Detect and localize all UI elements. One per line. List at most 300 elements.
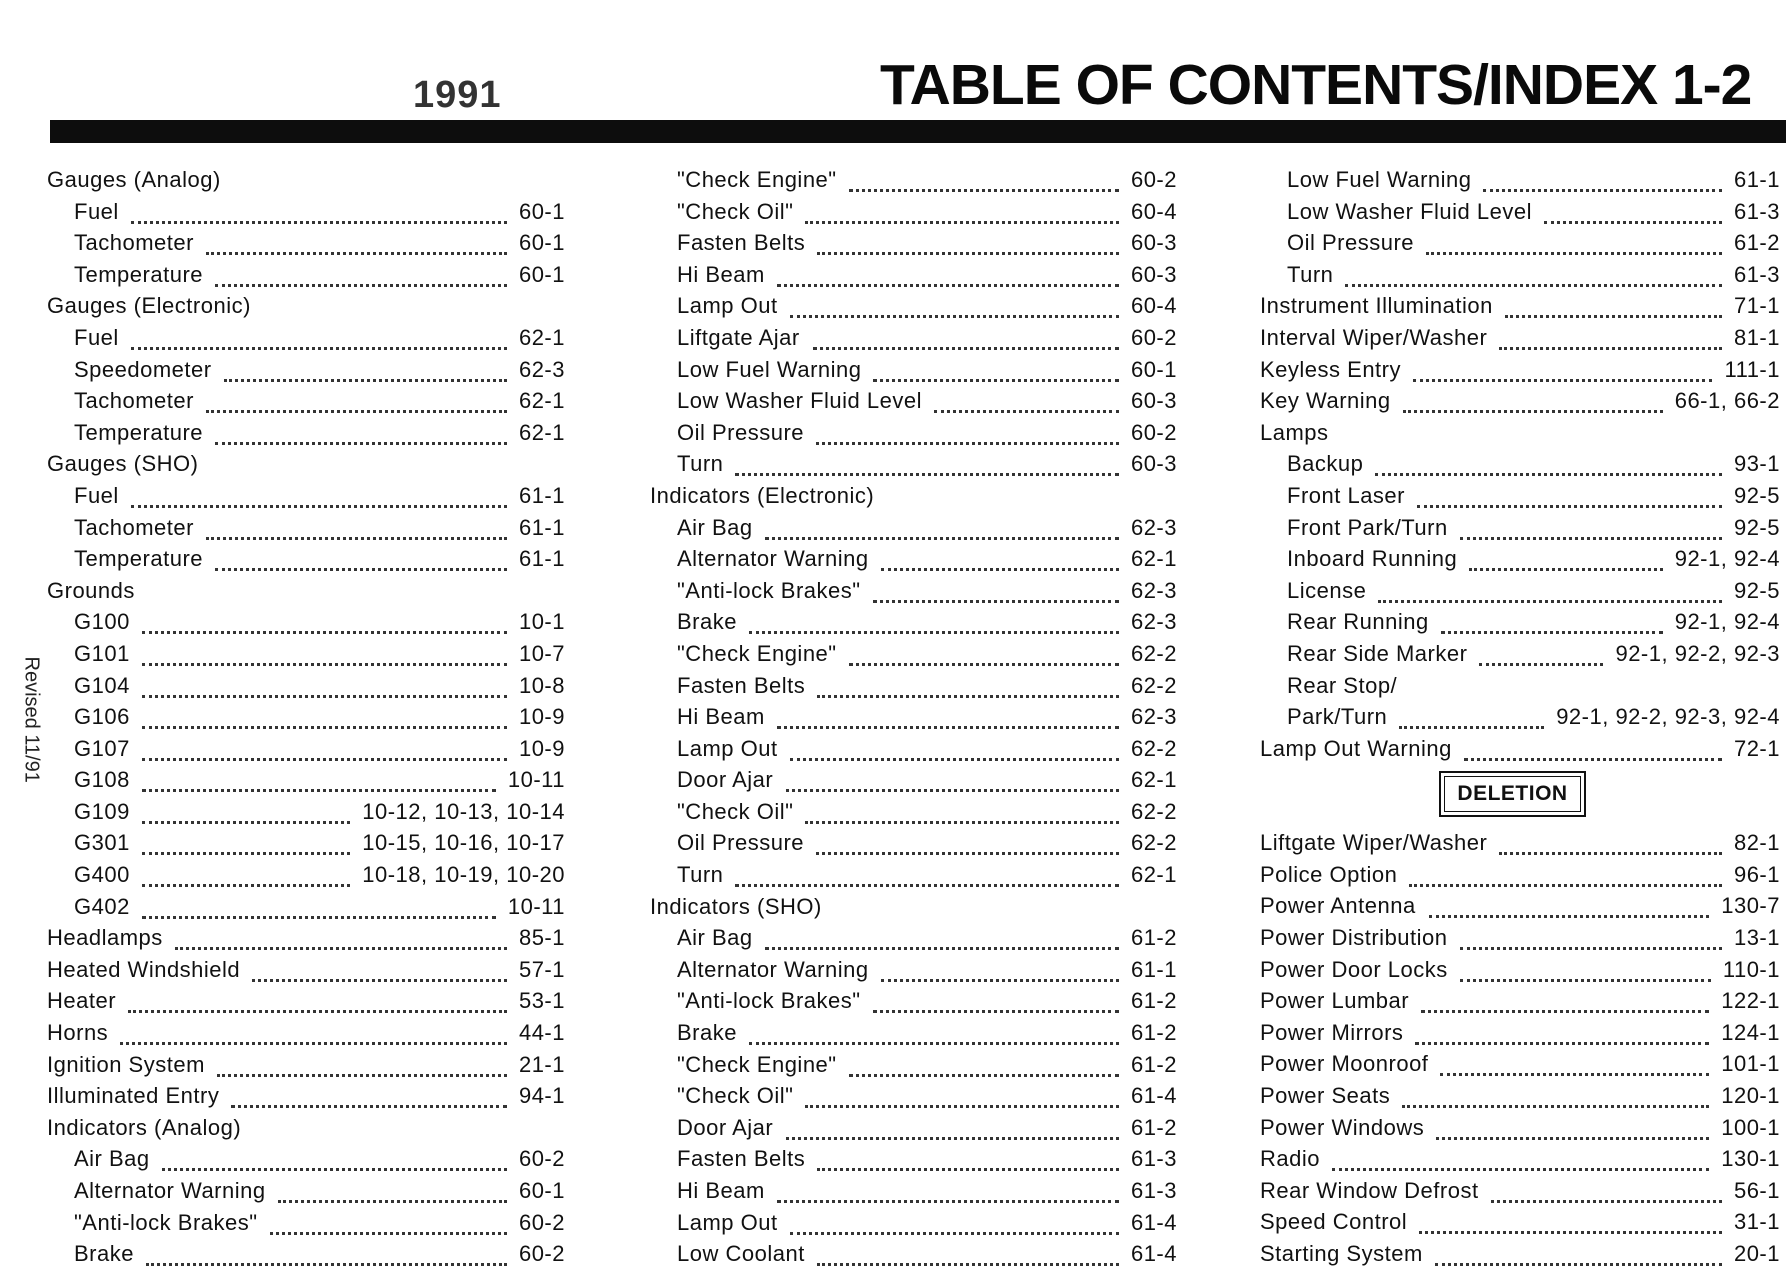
index-entry xyxy=(1260,512,1780,544)
entry-label: Speed Control xyxy=(1260,1209,1408,1235)
entry-page-ref: 60-3 xyxy=(1130,261,1177,287)
dot-leader xyxy=(1403,402,1663,413)
dot-leader xyxy=(777,1192,1119,1203)
entry-page-ref: 62-1 xyxy=(1130,862,1177,888)
entry-label: Lamp Out xyxy=(677,293,778,319)
entry-label: Fasten Belts xyxy=(677,230,806,256)
entry-label: Fasten Belts xyxy=(677,672,806,698)
entry-page-ref: 122-1 xyxy=(1721,988,1780,1014)
index-entry xyxy=(650,385,1177,417)
index-entry xyxy=(47,1238,565,1270)
entry-page-ref: 101-1 xyxy=(1721,1051,1780,1077)
entry-label: Lamp Out xyxy=(677,1209,778,1235)
dot-leader xyxy=(231,1097,507,1108)
index-entry xyxy=(650,670,1177,702)
index-entry xyxy=(1260,385,1780,417)
index-entry xyxy=(1260,859,1780,891)
dot-leader xyxy=(1426,244,1722,255)
document-year: 1991 xyxy=(413,74,502,116)
index-entry xyxy=(650,322,1177,354)
entry-page-ref: 60-4 xyxy=(1130,198,1177,224)
index-entry xyxy=(47,543,565,575)
index-entry xyxy=(1260,922,1780,954)
index-entry xyxy=(47,1143,565,1175)
index-heading xyxy=(47,164,565,196)
entry-label: Illuminated Entry xyxy=(47,1083,220,1109)
index-heading xyxy=(47,448,565,480)
entry-page-ref: 61-2 xyxy=(1130,925,1177,951)
dot-leader xyxy=(224,371,507,382)
entry-label: G100 xyxy=(74,609,130,635)
index-entry xyxy=(47,1017,565,1049)
index-entry xyxy=(1260,638,1780,670)
dot-leader xyxy=(735,876,1119,887)
entry-label: Alternator Warning xyxy=(74,1178,266,1203)
entry-label: "Check Oil" xyxy=(677,798,794,824)
index-entry xyxy=(650,1112,1177,1144)
index-entry xyxy=(650,701,1177,733)
entry-page-ref: 100-1 xyxy=(1721,1114,1780,1140)
dot-leader xyxy=(1469,560,1663,571)
entry-page-ref: 61-1 xyxy=(518,482,565,508)
entry-page-ref: 10-8 xyxy=(518,672,565,698)
dot-leader xyxy=(1499,339,1722,350)
index-entry xyxy=(47,859,565,891)
entry-page-ref: 60-2 xyxy=(1130,324,1177,350)
dot-leader xyxy=(816,844,1119,855)
entry-page-ref: 21-1 xyxy=(518,1051,565,1077)
dot-leader xyxy=(817,1255,1119,1266)
entry-label: Alternator Warning xyxy=(677,956,869,982)
entry-label: "Anti-lock Brakes" xyxy=(677,577,861,603)
entry-label: Temperature xyxy=(74,546,204,572)
entry-label: Tachometer xyxy=(74,388,194,414)
index-entry xyxy=(650,796,1177,828)
dot-leader xyxy=(805,213,1118,224)
entry-page-ref: 61-3 xyxy=(1733,261,1780,287)
index-entry xyxy=(1260,606,1780,638)
dot-leader xyxy=(215,434,507,445)
entry-label: Power Mirrors xyxy=(1260,1019,1404,1045)
entry-page-ref: 62-1 xyxy=(518,419,565,445)
entry-page-ref: 60-2 xyxy=(1130,419,1177,445)
index-entry xyxy=(650,543,1177,575)
entry-page-ref: 94-1 xyxy=(518,1083,565,1109)
dot-leader xyxy=(813,339,1119,350)
entry-page-ref: 61-4 xyxy=(1130,1083,1177,1109)
index-entry xyxy=(47,827,565,859)
index-entry xyxy=(47,196,565,228)
index-entry xyxy=(47,417,565,449)
dot-leader xyxy=(786,1129,1119,1140)
index-entry xyxy=(650,448,1177,480)
entry-label: "Check Engine" xyxy=(677,640,837,666)
entry-page-ref: 61-2 xyxy=(1130,1114,1177,1140)
index-heading xyxy=(1260,670,1780,702)
dot-leader xyxy=(142,781,496,792)
entry-label: Low Coolant xyxy=(677,1241,805,1267)
dot-leader xyxy=(120,1034,507,1045)
deletion-label: DELETION xyxy=(1457,782,1568,806)
entry-page-ref: 62-1 xyxy=(1130,767,1177,793)
index-entry xyxy=(1260,543,1780,575)
dot-leader xyxy=(1413,371,1713,382)
index-entry xyxy=(1260,448,1780,480)
entry-page-ref: 62-2 xyxy=(1130,672,1177,698)
index-entry xyxy=(650,227,1177,259)
entry-label: Indicators (Electronic) xyxy=(650,482,875,508)
index-entry xyxy=(47,1049,565,1081)
dot-leader xyxy=(1332,1160,1709,1171)
entry-label: Low Washer Fluid Level xyxy=(1287,198,1532,224)
entry-page-ref: 61-1 xyxy=(1733,167,1780,192)
entry-page-ref: 60-3 xyxy=(1130,451,1177,477)
entry-label: Keyless Entry xyxy=(1260,356,1401,382)
entry-label: Brake xyxy=(677,1020,737,1046)
dot-leader xyxy=(1483,181,1721,192)
index-entry xyxy=(1260,890,1780,922)
entry-label: Gauges (Analog) xyxy=(47,167,221,192)
index-entry xyxy=(1260,196,1780,228)
index-entry xyxy=(650,827,1177,859)
dot-leader xyxy=(142,908,496,919)
dot-leader xyxy=(1440,1065,1709,1076)
entry-label: Ignition System xyxy=(47,1051,205,1077)
dot-leader xyxy=(1460,529,1722,540)
dot-leader xyxy=(131,497,507,508)
entry-page-ref: 72-1 xyxy=(1733,735,1780,761)
dot-leader xyxy=(934,402,1119,413)
dot-leader xyxy=(873,592,1119,603)
dot-leader xyxy=(131,339,507,350)
dot-leader xyxy=(1378,592,1722,603)
entry-label: Door Ajar xyxy=(677,1114,774,1140)
index-entry xyxy=(47,670,565,702)
index-entry xyxy=(650,606,1177,638)
index-entry xyxy=(47,764,565,796)
entry-label: Power Distribution xyxy=(1260,925,1448,951)
entry-label: G301 xyxy=(74,830,130,856)
dot-leader xyxy=(805,813,1118,824)
index-entry xyxy=(47,796,565,828)
entry-label: Speedometer xyxy=(74,356,212,382)
entry-label: Low Washer Fluid Level xyxy=(677,388,922,414)
dot-leader xyxy=(1464,750,1722,761)
dot-leader xyxy=(142,623,507,634)
entry-page-ref: 81-1 xyxy=(1733,324,1780,350)
entry-page-ref: 31-1 xyxy=(1733,1209,1780,1235)
entry-label: Oil Pressure xyxy=(677,419,805,445)
entry-page-ref: 13-1 xyxy=(1733,925,1780,951)
entry-label: Instrument Illumination xyxy=(1260,293,1493,319)
dot-leader xyxy=(142,718,507,729)
entry-page-ref: 62-2 xyxy=(1130,830,1177,856)
entry-page-ref: 62-3 xyxy=(518,356,565,382)
entry-label: Low Fuel Warning xyxy=(1287,167,1472,192)
dot-leader xyxy=(142,876,350,887)
dot-leader xyxy=(790,750,1119,761)
index-entry xyxy=(650,417,1177,449)
entry-label: Indicators (SHO) xyxy=(650,893,822,919)
dot-leader xyxy=(1436,1129,1709,1140)
dot-leader xyxy=(790,307,1119,318)
entry-page-ref: 10-11 xyxy=(507,893,565,919)
index-entry xyxy=(1260,827,1780,859)
entry-page-ref: 92-5 xyxy=(1733,514,1780,540)
index-entry xyxy=(1260,227,1780,259)
entry-label: "Check Engine" xyxy=(677,167,837,192)
index-entry xyxy=(650,1207,1177,1239)
dot-leader xyxy=(1409,876,1722,887)
entry-page-ref: 60-3 xyxy=(1130,388,1177,414)
entry-label: Radio xyxy=(1260,1146,1320,1172)
dot-leader xyxy=(215,276,507,287)
index-entry xyxy=(47,227,565,259)
index-heading xyxy=(1260,417,1780,449)
entry-label: Backup xyxy=(1287,451,1364,477)
index-entry xyxy=(47,922,565,954)
entry-label: Starting System xyxy=(1260,1241,1423,1266)
dot-leader xyxy=(215,560,507,571)
dot-leader xyxy=(1429,907,1709,918)
dot-leader xyxy=(1415,1034,1709,1045)
entry-page-ref: 61-2 xyxy=(1130,1051,1177,1077)
entry-page-ref: 110-1 xyxy=(1722,956,1780,982)
entry-label: Power Moonroof xyxy=(1260,1051,1429,1077)
dot-leader xyxy=(805,1097,1118,1108)
entry-page-ref: 60-2 xyxy=(518,1146,565,1172)
index-entry xyxy=(650,1017,1177,1049)
entry-page-ref: 10-9 xyxy=(518,704,565,730)
entry-label: Brake xyxy=(74,1241,134,1267)
entry-page-ref: 56-1 xyxy=(1733,1177,1780,1203)
entry-page-ref: 10-9 xyxy=(518,735,565,761)
entry-label: G101 xyxy=(74,640,130,666)
index-entry xyxy=(650,354,1177,386)
entry-label: Headlamps xyxy=(47,925,163,951)
dot-leader xyxy=(1375,465,1722,476)
dot-leader xyxy=(873,371,1118,382)
entry-label: Tachometer xyxy=(74,230,194,256)
entry-label: Tachometer xyxy=(74,514,194,540)
index-entry xyxy=(1260,575,1780,607)
dot-leader xyxy=(1505,307,1722,318)
entry-page-ref: 96-1 xyxy=(1733,861,1780,887)
dot-leader xyxy=(1435,1255,1722,1266)
entry-label: G108 xyxy=(74,767,130,793)
index-entry xyxy=(1260,1017,1780,1049)
index-entry xyxy=(650,575,1177,607)
entry-page-ref: 60-1 xyxy=(1130,356,1177,382)
index-entry xyxy=(650,512,1177,544)
index-entry xyxy=(1260,164,1780,196)
index-entry xyxy=(47,259,565,291)
dot-leader xyxy=(278,1192,507,1203)
dot-leader xyxy=(849,181,1119,192)
entry-page-ref: 20-1 xyxy=(1733,1241,1780,1266)
entry-label: Interval Wiper/Washer xyxy=(1260,324,1488,350)
dot-leader xyxy=(881,971,1119,982)
entry-label: Grounds xyxy=(47,577,135,603)
dot-leader xyxy=(1345,276,1722,287)
dot-leader xyxy=(162,1160,507,1171)
entry-page-ref: 62-3 xyxy=(1130,704,1177,730)
header-divider-bar xyxy=(50,120,1786,143)
dot-leader xyxy=(131,213,507,224)
dot-leader xyxy=(252,971,507,982)
index-entry xyxy=(47,354,565,386)
entry-page-ref: 85-1 xyxy=(518,925,565,951)
entry-label: Air Bag xyxy=(677,514,753,540)
dot-leader xyxy=(816,434,1119,445)
index-entry xyxy=(650,290,1177,322)
entry-label: Indicators (Analog) xyxy=(47,1114,242,1140)
index-entry xyxy=(1260,322,1780,354)
entry-label: Power Lumbar xyxy=(1260,988,1410,1014)
index-entry xyxy=(650,922,1177,954)
revision-note: Revised 11/91 xyxy=(20,656,43,783)
index-entry xyxy=(1260,701,1780,733)
index-entry xyxy=(1260,985,1780,1017)
entry-page-ref: 61-2 xyxy=(1130,988,1177,1014)
index-entry xyxy=(650,764,1177,796)
entry-label: Gauges (SHO) xyxy=(47,451,199,477)
index-entry xyxy=(1260,354,1780,386)
entry-page-ref: 60-4 xyxy=(1130,293,1177,319)
entry-label: "Anti-lock Brakes" xyxy=(677,988,861,1014)
dot-leader xyxy=(217,1066,507,1077)
entry-label: Turn xyxy=(677,862,724,888)
entry-label: Air Bag xyxy=(677,925,753,951)
entry-page-ref: 62-3 xyxy=(1130,577,1177,603)
entry-label: Police Option xyxy=(1260,861,1398,887)
index-entry xyxy=(47,1175,565,1207)
index-entry xyxy=(1260,1143,1780,1175)
index-entry xyxy=(47,322,565,354)
entry-label: Liftgate Wiper/Washer xyxy=(1260,830,1488,856)
entry-page-ref: 61-2 xyxy=(1733,230,1780,256)
entry-page-ref: 10-7 xyxy=(518,640,565,666)
entry-label: Temperature xyxy=(74,261,204,287)
dot-leader xyxy=(735,465,1119,476)
entry-page-ref: 111-1 xyxy=(1724,356,1780,382)
index-entry xyxy=(47,1207,565,1239)
entry-page-ref: 61-3 xyxy=(1130,1178,1177,1203)
entry-label: Rear Running xyxy=(1287,609,1429,635)
entry-page-ref: 82-1 xyxy=(1733,830,1780,856)
entry-page-ref: 60-1 xyxy=(518,198,565,224)
entry-page-ref: 62-3 xyxy=(1130,609,1177,635)
entry-label: "Check Oil" xyxy=(677,198,794,224)
dot-leader xyxy=(749,623,1119,634)
entry-page-ref: 130-7 xyxy=(1721,893,1780,919)
dot-leader xyxy=(142,655,507,666)
dot-leader xyxy=(1402,1097,1709,1108)
index-entry xyxy=(1260,480,1780,512)
index-entry xyxy=(650,1080,1177,1112)
entry-label: Park/Turn xyxy=(1287,704,1388,730)
deletion-stamp xyxy=(1439,771,1586,817)
index-heading xyxy=(650,891,1177,923)
entry-page-ref: 44-1 xyxy=(518,1020,565,1046)
dot-leader xyxy=(206,402,507,413)
index-entry xyxy=(650,164,1177,196)
entry-page-ref: 53-1 xyxy=(518,988,565,1014)
dot-leader xyxy=(206,529,507,540)
entry-label: License xyxy=(1287,577,1367,603)
entry-page-ref: 60-2 xyxy=(518,1241,565,1267)
entry-page-ref: 60-3 xyxy=(1130,230,1177,256)
dot-leader xyxy=(817,687,1119,698)
entry-page-ref: 62-1 xyxy=(518,388,565,414)
entry-page-ref: 10-12, 10-13, 10-14 xyxy=(362,798,565,824)
index-entry xyxy=(650,1175,1177,1207)
entry-label: G106 xyxy=(74,704,130,730)
entry-label: Rear Stop/ xyxy=(1287,672,1398,698)
entry-label: Alternator Warning xyxy=(677,546,869,572)
entry-label: G402 xyxy=(74,893,130,919)
entry-page-ref: 92-1, 92-4 xyxy=(1674,546,1780,572)
entry-label: Heated Windshield xyxy=(47,956,241,982)
entry-page-ref: 61-4 xyxy=(1130,1209,1177,1235)
entry-page-ref: 124-1 xyxy=(1721,1019,1780,1045)
dot-leader xyxy=(1399,718,1544,729)
index-entry xyxy=(1260,1112,1780,1144)
entry-page-ref: 92-5 xyxy=(1733,577,1780,603)
dot-leader xyxy=(142,813,350,824)
index-entry xyxy=(1260,954,1780,986)
entry-label: Front Laser xyxy=(1287,482,1405,508)
index-entry xyxy=(650,259,1177,291)
entry-page-ref: 61-1 xyxy=(1130,956,1177,982)
entry-page-ref: 92-1, 92-4 xyxy=(1674,609,1780,635)
entry-page-ref: 66-1, 66-2 xyxy=(1674,388,1780,414)
dot-leader xyxy=(270,1224,507,1235)
index-entry xyxy=(47,954,565,986)
index-entry xyxy=(47,891,565,923)
dot-leader xyxy=(1419,1223,1722,1234)
entry-label: Power Antenna xyxy=(1260,893,1416,919)
entry-page-ref: 62-2 xyxy=(1130,735,1177,761)
entry-label: "Anti-lock Brakes" xyxy=(74,1209,258,1235)
page-title: TABLE OF CONTENTS/INDEX 1-2 xyxy=(880,53,1752,117)
index-entry xyxy=(650,1049,1177,1081)
entry-label: Lamp Out xyxy=(677,735,778,761)
dot-leader xyxy=(777,718,1119,729)
entry-label: Fuel xyxy=(74,482,119,508)
index-entry xyxy=(1260,1206,1780,1238)
dot-leader xyxy=(1417,497,1722,508)
entry-page-ref: 10-15, 10-16, 10-17 xyxy=(362,830,565,856)
dot-leader xyxy=(128,1002,507,1013)
entry-page-ref: 61-1 xyxy=(518,514,565,540)
dot-leader xyxy=(765,529,1119,540)
entry-label: Key Warning xyxy=(1260,388,1391,414)
index-entry xyxy=(47,638,565,670)
dot-leader xyxy=(142,750,507,761)
entry-label: G107 xyxy=(74,735,130,761)
entry-page-ref: 93-1 xyxy=(1733,451,1780,477)
dot-leader xyxy=(1441,623,1663,634)
entry-label: Power Door Locks xyxy=(1260,956,1448,982)
dot-leader xyxy=(206,244,507,255)
entry-label: Hi Beam xyxy=(677,261,765,287)
dot-leader xyxy=(1491,1192,1722,1203)
entry-page-ref: 60-2 xyxy=(518,1209,565,1235)
entry-page-ref: 62-3 xyxy=(1130,514,1177,540)
index-entry xyxy=(650,638,1177,670)
index-column-2 xyxy=(650,164,1177,1270)
